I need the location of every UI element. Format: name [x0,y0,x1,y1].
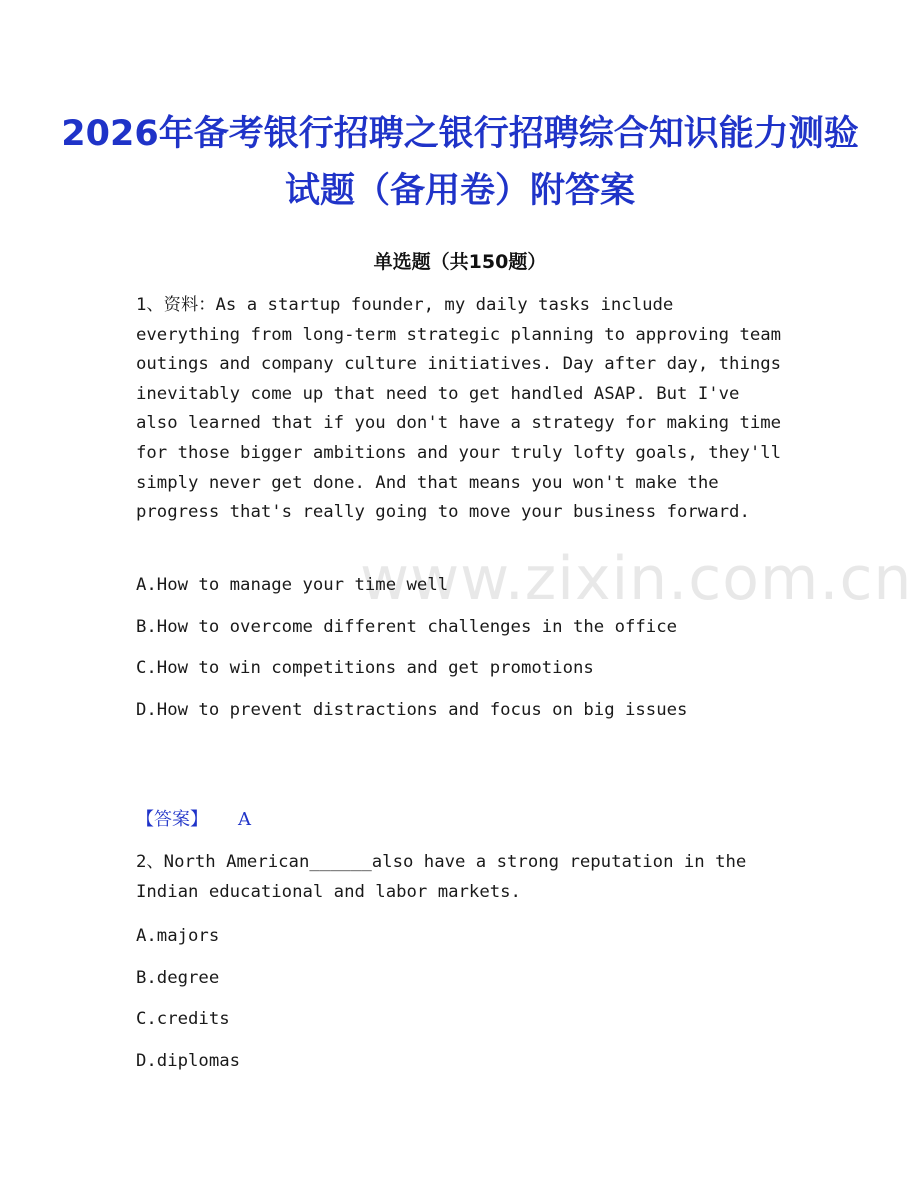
question-1-option-b: B.How to overcome different challenges in the office [136,617,678,637]
question-1-option-d: D.How to prevent distractions and focus on big issues [136,700,688,720]
question-2-option-a: A.majors [136,926,220,946]
watermark: www.zixin.com.cn [360,544,913,614]
answer-label: 【答案】 [136,809,208,830]
question-2-option-c: C.credits [136,1009,230,1029]
question-1-option-a: A.How to manage your time well [136,575,449,595]
question-1-stem: 1、资料：As a startup founder, my daily tasks include everything from long-term strategic planning to approving team outings and company culture initiatives. Day after day, things inevitably come up that need to get handled ASAP. But I've also learned that if you don't have a strategy for making time for those bigger ambitions and your truly lofty goals, they'll simply never get done. And that means you won't make the progress that's really going to move your business forward. [136,295,792,523]
section-heading: 单选题（共150题） [373,251,547,273]
question-2-stem: 2、North American______also have a strong reputation in the Indian educational and labor markets. [136,852,757,902]
document-title: 2026年备考银行招聘之银行招聘综合知识能力测验试题（备用卷）附答案 [61,114,859,211]
question-1-option-c: C.How to win competitions and get promotions [136,658,594,678]
question-2-option-d: D.diplomas [136,1051,241,1071]
question-2-option-b: B.degree [136,968,220,988]
question-1-answer [136,806,251,834]
answer-value: A [238,809,251,830]
